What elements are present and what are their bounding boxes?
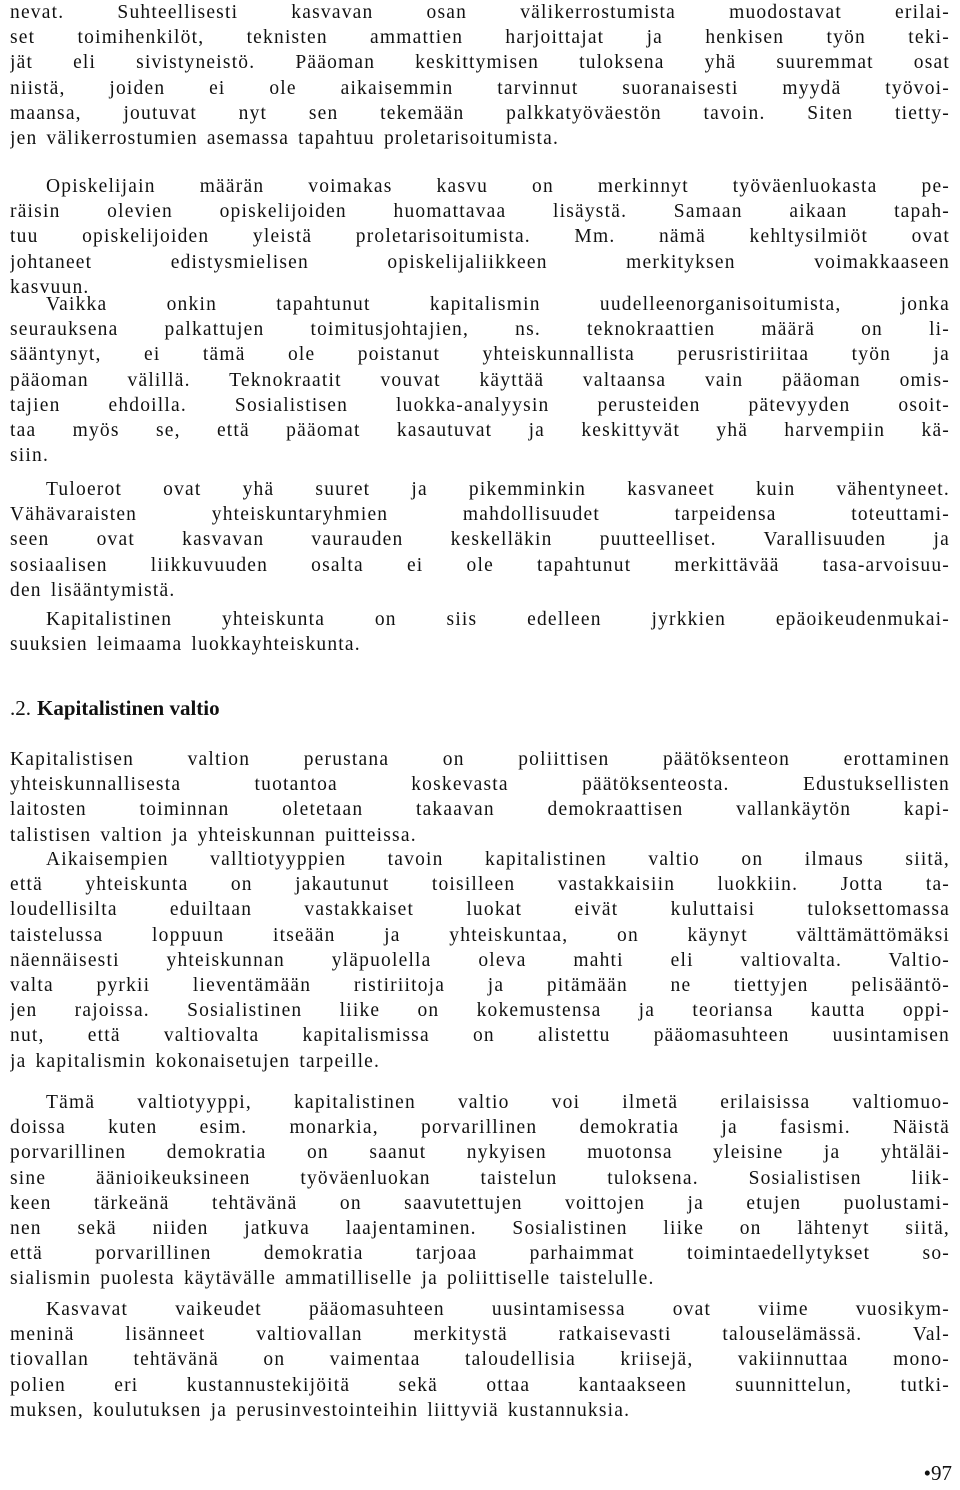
text-line: sialismin puolesta käytävälle ammatilliselle ja poliittiselle taistelulle. (10, 1268, 655, 1290)
text-line: taa myös se, että pääomat kasautuvat ja keskittyvät yhä harvempiin kä- (10, 419, 950, 441)
text-line: pääoman välillä. Teknokraatit vouvat käyttää valtaansa vain pääoman omis- (10, 369, 950, 391)
text-line: tuu opiskelijoiden yleistä proletarisoitumista. Mm. nämä kehltysilmiöt ovat (10, 226, 950, 248)
paragraph (10, 477, 950, 603)
text-line: yhteiskunnallisesta tuotantoa koskevasta päätöksenteosta. Edustuksellisten (10, 774, 950, 796)
paragraph (10, 607, 950, 657)
text-line: maansa, joutuvat nyt sen tekemään palkkatyöväestön tavoin. Siten tietty- (10, 102, 950, 124)
section-heading (10, 693, 220, 723)
paragraph (10, 1090, 950, 1292)
section-number: .2. (10, 696, 31, 720)
text-line: taistelussa loppuun itseään ja yhteiskuntaa, on käynyt välttämättömäksi (10, 924, 950, 946)
text-line: polien eri kustannustekijöitä sekä ottaa kantaakseen suunnittelun, tutki- (10, 1374, 950, 1396)
paragraph (10, 1297, 950, 1423)
text-line: jen välikerrostumien asemassa tapahtuu proletarisoitumista. (10, 127, 560, 149)
section-title: Kapitalistinen valtio (37, 696, 220, 720)
text-line: johtaneet edistysmielisen opiskelijaliikkeen merkityksen voimakkaaseen (10, 251, 950, 273)
text-line: Vähävaraisten yhteiskuntaryhmien mahdollisuudet tarpeidensa toteuttami- (10, 504, 950, 526)
paragraph (10, 747, 950, 848)
text-line: Tämä valtiotyyppi, kapitalistinen valtio voi ilmetä erilaisissa valtiomuo- (46, 1092, 950, 1113)
paragraph (10, 0, 950, 151)
text-line: set toimihenkilöt, teknisten ammattien harjoittajat ja henkisen työn teki- (10, 27, 950, 49)
text-line: Kasvavat vaikeudet pääomasuhteen uusintamisessa ovat viime vuosikym- (46, 1299, 950, 1320)
page-number: •97 (923, 1461, 952, 1485)
text-line: siin. (10, 445, 50, 467)
text-line: että porvarillinen demokratia tarjoaa parhaimmat toimintaedellytykset so- (10, 1243, 950, 1265)
paragraph (10, 292, 950, 468)
text-line: porvarillinen demokratia on saanut nykyisen muotonsa yleisine ja yhtäläi- (10, 1142, 950, 1164)
text-line: jen rajoissa. Sosialistinen liike on kokemustensa ja teoriansa kautta oppi- (10, 1000, 950, 1022)
text-line: räisin olevien opiskelijoiden huomattavaa lisäystä. Samaan aikaan tapah- (10, 201, 950, 223)
text-line: niistä, joiden ei ole aikaisemmin tarvinnut suoranaisesti myydä työvoi- (10, 77, 950, 99)
text-line: doissa kuten esim. monarkia, porvarillinen demokratia ja fasismi. Näistä (10, 1117, 950, 1139)
text-line: Tuloerot ovat yhä suuret ja pikemminkin kasvaneet kuin vähentyneet. (46, 479, 950, 500)
text-line: ja kapitalismin kokonaisetujen tarpeille. (10, 1050, 381, 1072)
text-line: Opiskelijain määrän voimakas kasvu on merkinnyt työväenluokasta pe- (46, 176, 950, 197)
text-line: Aikaisempien valltiotyyppien tavoin kapitalistinen valtio on ilmaus siitä, (46, 849, 950, 870)
text-line: jät eli sivistyneistö. Pääoman keskittymisen tuloksena yhä suuremmat osat (10, 52, 950, 74)
text-line: näennäisesti yhteiskunnan yläpuolella oleva mahti eli valtiovalta. Valtio- (10, 949, 950, 971)
text-line: nut, että valtiovalta kapitalismissa on alistettu pääomasuhteen uusintamisen (10, 1025, 950, 1047)
text-line: keen tärkeänä tehtävänä on saavutettujen voittojen ja etujen puolustami- (10, 1192, 950, 1214)
text-line: Kapitalistinen yhteiskunta on siis edelleen jyrkkien epäoikeudenmukai- (46, 609, 950, 630)
text-line: kasvuun. (10, 276, 90, 298)
text-line: suuksien leimaama luokkayhteiskunta. (10, 634, 361, 656)
paragraph (10, 174, 950, 300)
text-line: meninä lisänneet valtiovallan merkitystä ratkaisevasti talouselämässä. Val- (10, 1324, 950, 1346)
text-line: seurauksena palkattujen toimitusjohtajien, ns. teknokraattien määrä on li- (10, 319, 950, 341)
text-line: muksen, koulutuksen ja perusinvestointeihin liittyviä kustannuksia. (10, 1399, 631, 1421)
text-line: nevat. Suhteellisesti kasvavan osan välikerrostumista muodostavat erilai- (10, 2, 950, 23)
text-line: seen ovat kasvavan vaurauden keskelläkin puutteelliset. Varallisuuden ja (10, 529, 950, 551)
text-line: nen sekä niiden jatkuva laajentaminen. Sosialistinen liike on lähtenyt siitä, (10, 1217, 950, 1239)
text-line: sosiaalisen liikkuvuuden osalta ei ole tapahtunut merkittävää tasa-arvoisuu- (10, 554, 950, 576)
text-line: sine äänioikeuksineen työväenluokan taistelun tuloksena. Sosialistisen liik- (10, 1167, 950, 1189)
text-line: loudellisilta eduiltaan vastakkaiset luokat eivät kuluttaisi tuloksettomassa (10, 899, 950, 921)
text-line: että yhteiskunta on jakautunut toisilleen vastakkaisiin luokkiin. Jotta ta- (10, 874, 950, 896)
text-line: tiovallan tehtävänä on vaimentaa taloudellisia kriisejä, vakiinnuttaa mono- (10, 1349, 950, 1371)
text-line: valta pyrkii lieventämään ristiriitoja ja pitämään ne tiettyjen pelisääntö- (10, 974, 950, 996)
text-line: sääntynyt, ei tämä ole poistanut yhteiskunnallista perusristiriitaa työn ja (10, 344, 950, 366)
text-line: Kapitalistisen valtion perustana on poliittisen päätöksenteon erottaminen (10, 749, 950, 770)
text-line: den lisääntymistä. (10, 579, 176, 601)
text-line: laitosten toiminnan oletetaan takaavan demokraattisen vallankäytön kapi- (10, 799, 950, 821)
text-line: tajien ehdoilla. Sosialistisen luokka-analyysin perusteiden pätevyyden osoit- (10, 394, 950, 416)
text-line: Vaikka onkin tapahtunut kapitalismin uudelleenorganisoitumista, jonka (46, 294, 950, 315)
paragraph (10, 847, 950, 1074)
text-line: talistisen valtion ja yhteiskunnan puitteissa. (10, 824, 417, 846)
